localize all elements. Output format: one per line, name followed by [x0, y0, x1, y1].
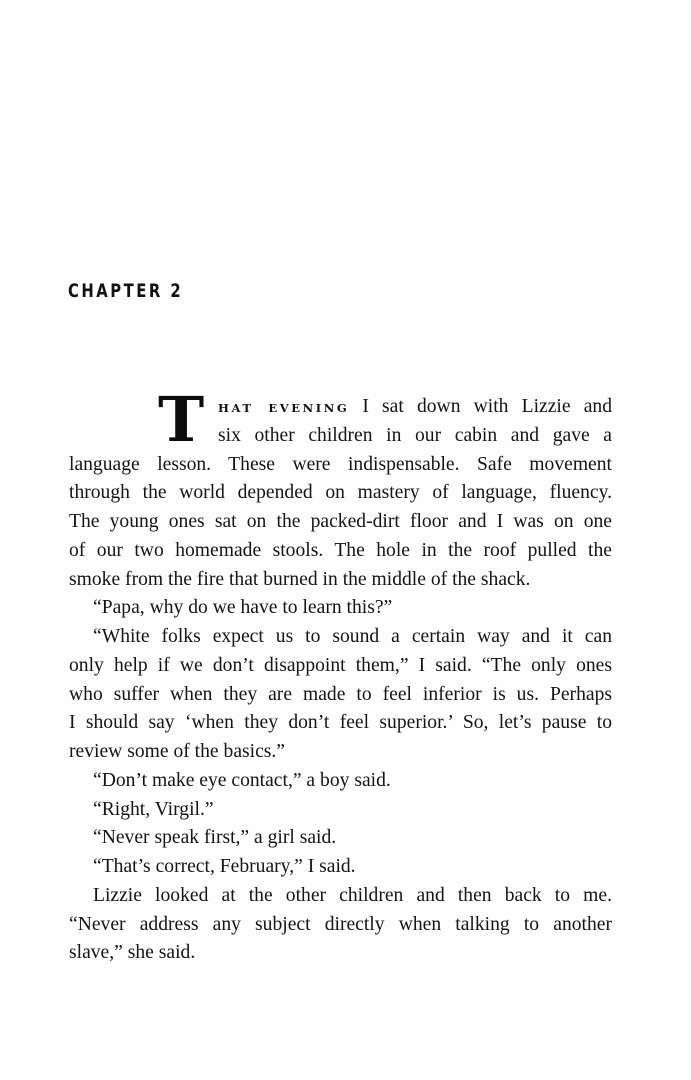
- text-line: [69, 393, 612, 422]
- text-line: “Right, Virgil.”: [93, 798, 214, 820]
- text-line: “That’s correct, February,” I said.: [93, 856, 356, 877]
- drop-cap: T: [158, 383, 205, 456]
- text-line: of our two homemade stools. The hole in the roof pulled the: [69, 539, 612, 561]
- text-line: smoke from the fire that burned in the middle of the shack.: [69, 568, 531, 590]
- text-line: I should say ‘when they don’t feel superior.’ So, let’s pause to: [69, 712, 612, 734]
- text-line: slave,” she said.: [69, 942, 196, 964]
- chapter-body: [69, 383, 612, 968]
- text-line: language lesson. These were indispensable. Safe movement: [69, 453, 612, 475]
- text-line: review some of the basics.”: [69, 741, 286, 762]
- lead-in-small-caps: HAT EVENING: [218, 401, 350, 415]
- text-line: who suffer when they are made to feel inferior is us. Perhaps: [69, 683, 612, 705]
- text-line: Lizzie looked at the other children and then back to me.: [93, 884, 612, 906]
- text-line: six other children in our cabin and gave a: [218, 424, 612, 446]
- text-line: “White folks expect us to sound a certain way and it can: [93, 626, 612, 647]
- text-line: “Never address any subject directly when talking to another: [69, 913, 612, 935]
- text-line: “Never speak first,” a girl said.: [93, 827, 337, 849]
- text-line-rest: I sat down with Lizzie and: [362, 396, 612, 417]
- chapter-heading: CHAPTER 2: [68, 280, 184, 302]
- text-line: through the world depended on mastery of language, fluency.: [69, 482, 612, 504]
- text-line: The young ones sat on the packed-dirt floor and I was on one: [69, 511, 612, 532]
- text-line: “Don’t make eye contact,” a boy said.: [93, 769, 391, 791]
- text-line: “Papa, why do we have to learn this?”: [93, 597, 393, 619]
- text-line: only help if we don’t disappoint them,” I said. “The only ones: [69, 654, 612, 676]
